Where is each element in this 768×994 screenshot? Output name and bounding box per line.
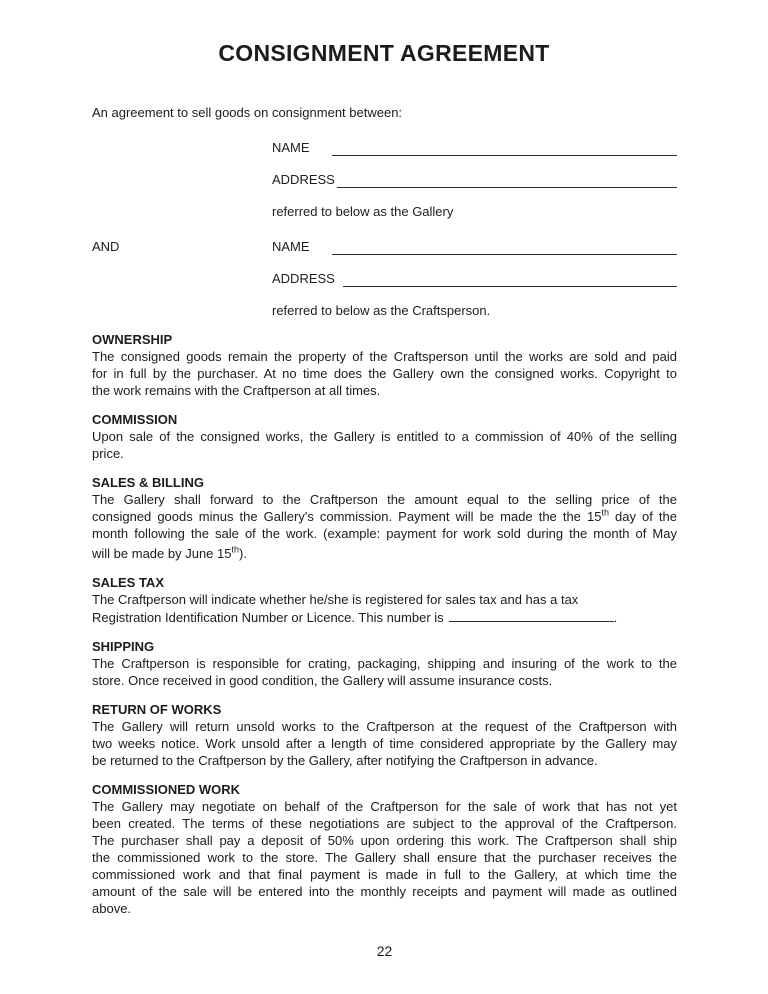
name-blank-line <box>332 142 677 156</box>
section-return-of-works <box>92 701 677 769</box>
paragraph-line: be returned to the Craftperson by the Gallery, after notifying the Craftperson in advance. <box>92 753 598 768</box>
paragraph-line: The consigned goods remain the property of the Craftsperson until the works are sold and paid <box>92 349 677 364</box>
line-text: ). <box>239 546 247 561</box>
intro-text: An agreement to sell goods on consignment between: <box>92 105 403 120</box>
craftsperson-party-block <box>92 238 677 319</box>
page-content <box>92 104 677 960</box>
name-label: NAME <box>272 239 310 254</box>
gallery-address-row <box>272 171 677 188</box>
paragraph-line: price. <box>92 446 124 461</box>
paragraph-line: The Gallery will return unsold works to the Craftperson at the request of the Craftperson with <box>92 719 677 734</box>
name-blank-line <box>332 241 677 255</box>
paragraph-line: above. <box>92 901 132 916</box>
section-heading: OWNERSHIP <box>92 332 173 347</box>
paragraph-line: amount of the sale will be entered into the monthly receipts and payment will made as outlined <box>92 884 677 899</box>
gallery-note: referred to below as the Gallery <box>272 204 454 219</box>
section-commission <box>92 411 677 462</box>
section-heading: SALES & BILLING <box>92 475 204 490</box>
paragraph-line: store. Once received in good condition, the Gallery will assume insurance costs. <box>92 673 553 688</box>
paragraph-line <box>92 608 677 626</box>
tax-number-blank-line <box>449 608 614 622</box>
address-label: ADDRESS <box>272 271 335 286</box>
paragraph-line: The purchaser shall pay a deposit of 50% upon ordering this work. The Craftperson shall ship <box>92 833 677 848</box>
craftsperson-note: referred to below as the Craftsperson. <box>272 303 491 318</box>
section-heading: COMMISSION <box>92 412 178 427</box>
paragraph-line: the commissioned work to the store. The Gallery shall ensure that the purchaser receives the <box>92 850 677 865</box>
page-number: 22 <box>376 943 393 959</box>
gallery-party-block <box>272 139 677 220</box>
section-shipping <box>92 638 677 689</box>
section-ownership <box>92 331 677 399</box>
craftsperson-name-row <box>272 238 677 255</box>
address-blank-line <box>337 174 677 188</box>
section-heading: SHIPPING <box>92 639 155 654</box>
paragraph-line: The Gallery may negotiate on behalf of the Craftperson for the sale of work that has not yet <box>92 799 677 814</box>
line-text: will be made by June 15 <box>92 546 232 561</box>
agreement-sections <box>92 331 677 917</box>
craftsperson-address-row <box>272 270 677 287</box>
paragraph-line: The Craftperson will indicate whether he/she is registered for sales tax and has a tax <box>92 592 579 607</box>
paragraph-line: two weeks notice. Work unsold after a length of time considered appropriate by the Gallery may <box>92 736 677 751</box>
line-text: Registration Identification Number or Licence. This number is <box>92 610 444 625</box>
section-heading: COMMISSIONED WORK <box>92 782 241 797</box>
section-heading: RETURN OF WORKS <box>92 702 222 717</box>
paragraph-line: the work remains with the Craftperson at all times. <box>92 383 381 398</box>
section-sales-tax <box>92 574 677 626</box>
paragraph-line: been created. The terms of these negotiations are subject to the approval of the Craftperson. <box>92 816 677 831</box>
ordinal-superscript: th <box>601 507 609 518</box>
line-text: day of the <box>608 509 677 524</box>
paragraph-line: The Craftperson is responsible for crating, packaging, shipping and insuring of the work to the <box>92 656 677 671</box>
ordinal-superscript: th <box>231 544 239 555</box>
and-label: AND <box>92 239 120 254</box>
section-commissioned-work <box>92 781 677 917</box>
section-heading: SALES TAX <box>92 575 164 590</box>
paragraph-line <box>92 508 677 525</box>
paragraph-line: for in full by the purchaser. At no time does the Gallery own the consigned works. Copyright to <box>92 366 677 381</box>
page-title: CONSIGNMENT AGREEMENT <box>218 40 550 66</box>
paragraph-line: month following the sale of the work. (example: payment for work sold during the month of May <box>92 526 677 541</box>
paragraph-line: The Gallery shall forward to the Craftperson the amount equal to the selling price of the <box>92 492 677 507</box>
paragraph-line: Upon sale of the consigned works, the Gallery is entitled to a commission of 40% of the selling <box>92 429 677 444</box>
line-text: . <box>613 610 618 625</box>
line-text: consigned goods minus the Gallery's commission. Payment will be made the the 15 <box>92 509 602 524</box>
name-label: NAME <box>272 140 310 155</box>
section-sales-billing <box>92 474 677 562</box>
address-blank-line <box>343 273 677 287</box>
paragraph-line: commissioned work and that final payment is made in full to the Gallery, at which time the <box>92 867 677 882</box>
address-label: ADDRESS <box>272 172 335 187</box>
gallery-name-row <box>272 139 677 156</box>
paragraph-line <box>92 542 677 562</box>
